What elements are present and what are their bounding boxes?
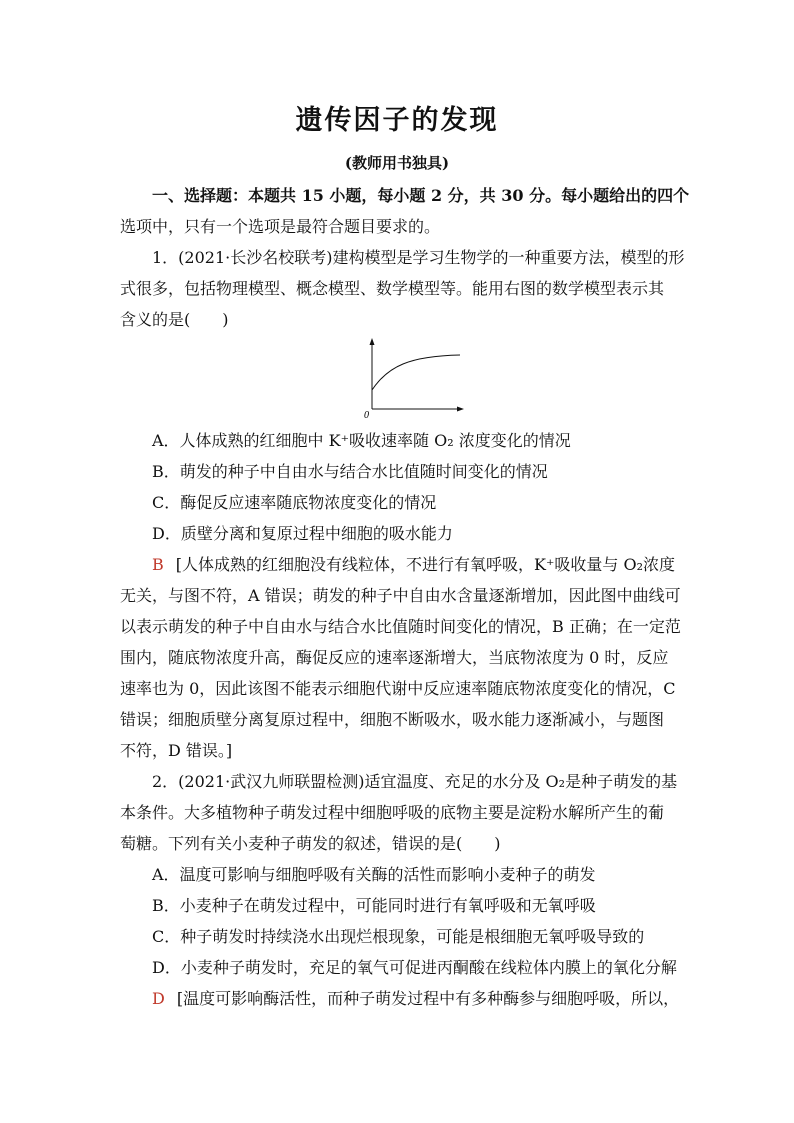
question-2-option-b: B．小麦种子在萌发过程中，可能同时进行有氧呼吸和无氧呼吸 [152, 896, 596, 915]
explanation-text: [温度可影响酶活性，而种子萌发过程中有多种酶参与细胞呼吸，所以， [176, 989, 680, 1008]
explanation-line: 以表示萌发的种子中自由水与结合水比值随时间变化的情况，B 正确；在一定范 [120, 617, 681, 636]
section-header [120, 180, 690, 335]
question-2-stem-line: 2．(2021·武汉九师联盟检测)适宜温度、充足的水分及 O₂是种子萌发的基 [152, 772, 678, 791]
section-line: 选项中，只有一个选项是最符合题目要求的。 [120, 217, 441, 236]
question-1-graph [360, 336, 470, 420]
question-2-answer-line [120, 983, 680, 1014]
question-1-stem-line: 含义的是( ) [120, 310, 229, 329]
explanation-line: 不符，D 错误。] [120, 741, 233, 760]
x-axis-arrow [457, 407, 464, 412]
explanation-line: 速率也为 0，因此该图不能表示细胞代谢中反应速率随底物浓度变化的情况，C [120, 679, 676, 698]
page-title: 遗传因子的发现 [295, 105, 499, 136]
data-curve [372, 355, 460, 390]
question-1-stem-line: 式很多，包括物理模型、概念模型、数学模型等。能用右图的数学模型表示其 [120, 279, 665, 298]
saturation-curve-graph [360, 336, 470, 420]
explanation-text: [人体成熟的红细胞没有线粒体，不进行有氧呼吸，K⁺吸收量与 O₂浓度 [175, 555, 676, 574]
question-2-option-c: C．种子萌发时持续浇水出现烂根现象，可能是根细胞无氧呼吸导致的 [152, 927, 645, 946]
y-axis-arrow [370, 338, 375, 345]
question-1-body [120, 425, 681, 1014]
explanation-line: 无关，与图不符，A 错误；萌发的种子中自由水含量逐渐增加，因此图中曲线可 [120, 586, 681, 605]
question-1-answer-line [120, 549, 676, 580]
question-2-option-d: D．小麦种子萌发时，充足的氧气可促进丙酮酸在线粒体内膜上的氧化分解 [152, 958, 677, 977]
answer-letter: D [152, 989, 165, 1008]
answer-letter: B [152, 555, 164, 574]
origin-label: 0 [364, 410, 369, 420]
question-2-option-a: A．温度可影响与细胞呼吸有关酶的活性而影响小麦种子的萌发 [152, 865, 596, 884]
question-2-stem-line: 本条件。大多植物种子萌发过程中细胞呼吸的底物主要是淀粉水解所产生的葡 [120, 803, 665, 822]
question-1-option-c: C．酶促反应速率随底物浓度变化的情况 [152, 493, 437, 512]
page-subtitle: (教师用书独具) [344, 154, 450, 172]
section-line: 一、选择题：本题共 15 小题，每小题 2 分，共 30 分。每小题给出的四个 [152, 186, 690, 205]
question-1-option-a: A．人体成熟的红细胞中 K⁺吸收速率随 O₂ 浓度变化的情况 [152, 431, 571, 450]
explanation-line: 围内，随底物浓度升高，酶促反应的速率逐渐增大，当底物浓度为 0 时，反应 [120, 648, 669, 667]
question-1-option-b: B．萌发的种子中自由水与结合水比值随时间变化的情况 [152, 462, 548, 481]
question-1-stem-line: 1．(2021·长沙名校联考)建构模型是学习生物学的一种重要方法，模型的形 [152, 248, 685, 267]
question-2-stem-line: 萄糖。下列有关小麦种子萌发的叙述，错误的是( ) [120, 834, 501, 853]
explanation-line: 错误；细胞质壁分离复原过程中，细胞不断吸水，吸水能力逐渐减小，与题图 [120, 710, 665, 729]
question-1-option-d: D．质壁分离和复原过程中细胞的吸水能力 [152, 524, 453, 543]
